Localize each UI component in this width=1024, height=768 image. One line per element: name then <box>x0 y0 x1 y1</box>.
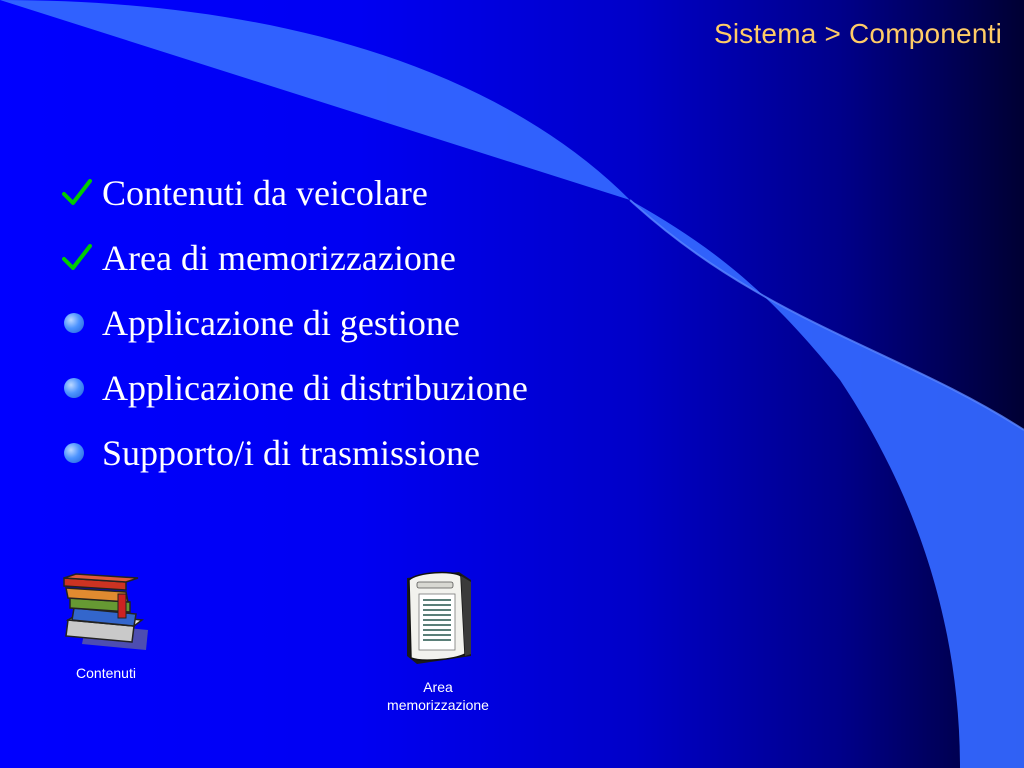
bullet-text: Area di memorizzazione <box>102 237 456 278</box>
bullet-item <box>62 355 528 420</box>
bullet-dot-icon <box>64 443 84 463</box>
area-memorizzazione-clipart <box>370 568 506 714</box>
bullet-dot-icon <box>64 378 84 398</box>
bullet-text: Applicazione di gestione <box>102 302 460 343</box>
bullet-item <box>62 225 528 290</box>
contenuti-label: Contenuti <box>76 665 136 681</box>
books-icon <box>56 572 156 660</box>
bullet-item <box>62 160 528 225</box>
bullet-text: Contenuti da veicolare <box>102 172 428 213</box>
slide-title: Sistema > Componenti <box>713 18 1002 49</box>
bullet-item <box>62 420 528 485</box>
bullet-item <box>62 290 528 355</box>
area-memorizzazione-label-line1: Area <box>423 679 453 695</box>
server-icon <box>397 568 479 666</box>
contenuti-clipart <box>52 572 160 682</box>
check-icon <box>62 179 102 207</box>
bullet-list <box>62 160 528 485</box>
bullet-text: Applicazione di distribuzione <box>102 367 528 408</box>
bullet-dot-icon <box>64 313 84 333</box>
area-memorizzazione-label-line2: memorizzazione <box>387 697 489 713</box>
bullet-text: Supporto/i di trasmissione <box>102 432 480 473</box>
check-icon <box>62 244 102 272</box>
